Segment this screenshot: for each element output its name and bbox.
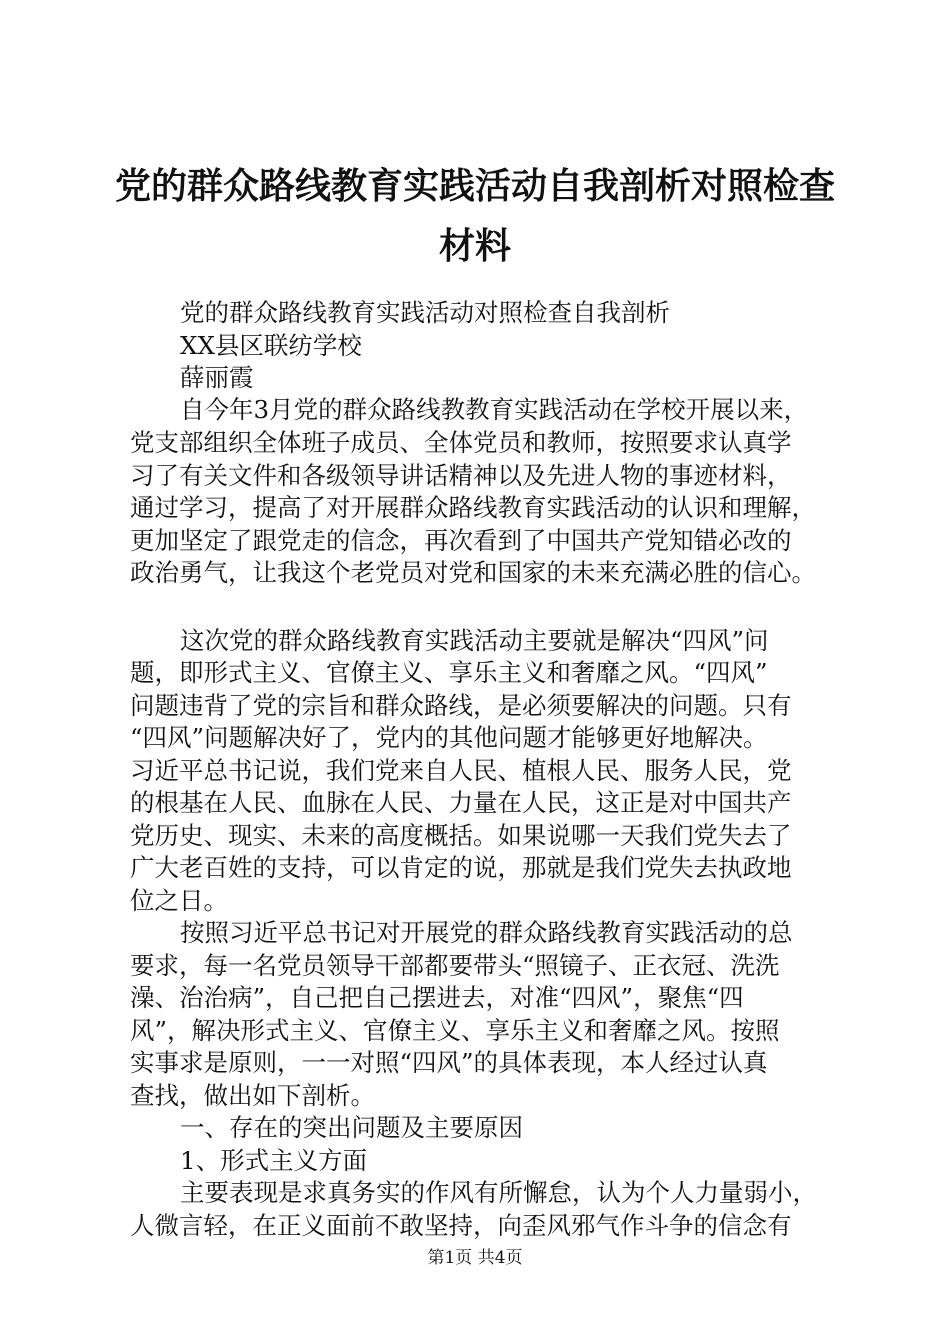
paragraph-line: 人微言轻，在正义面前不敢坚持，向歪风邪气作斗争的信念有 — [130, 1211, 792, 1240]
paragraph-line: 按照习近平总书记对开展党的群众路线教育实践活动的总 — [180, 918, 793, 947]
paragraph-line: 的根基在人民、血脉在人民、力量在人民，这正是对中国共产 — [130, 788, 792, 817]
paragraph-line: 广大老百姓的支持，可以肯定的说，那就是我们党失去执政地 — [130, 853, 792, 882]
subsection-heading: 1、形式主义方面 — [180, 1146, 368, 1175]
paragraph-line: 政治勇气，让我这个老党员对党和国家的未来充满必胜的信心。 — [130, 558, 816, 587]
paragraph-line: 党历史、现实、未来的高度概括。如果说哪一天我们党失去了 — [130, 821, 792, 850]
paragraph-line: 位之日。 — [130, 886, 228, 915]
paragraph-line: 查找，做出如下剖析。 — [130, 1081, 375, 1110]
paragraph-line: 澡、治治病”，自己把自己摆进去，对准“四风”，聚焦“四 — [130, 983, 744, 1012]
paragraph-line: 主要表现是求真务实的作风有所懈怠，认为个人力量弱小， — [180, 1178, 817, 1207]
paragraph-line: 风”，解决形式主义、官僚主义、享乐主义和奢靡之风。按照 — [130, 1016, 780, 1045]
paragraph-line: 习近平总书记说，我们党来自人民、植根人民、服务人民，党 — [130, 756, 792, 785]
paragraph-line: 实事求是原则，一一对照“四风”的具体表现，本人经过认真 — [130, 1048, 768, 1077]
document-title-line-1: 党的群众路线教育实践活动自我剖析对照检查 — [114, 165, 835, 207]
document-organization: XX县区联纺学校 — [180, 331, 362, 360]
paragraph-line: “四风”问题解决好了，党内的其他问题才能够更好地解决。 — [130, 723, 768, 752]
paragraph-line: 自今年3月党的群众路线教教育实践活动在学校开展以来， — [180, 395, 809, 424]
paragraph-line: 通过学习，提高了对开展群众路线教育实践活动的认识和理解， — [130, 493, 816, 522]
paragraph-line: 更加坚定了跟党走的信念，再次看到了中国共产党知错必改的 — [130, 526, 792, 555]
paragraph-line: 党支部组织全体班子成员、全体党员和教师，按照要求认真学 — [130, 428, 792, 457]
paragraph-line: 习了有关文件和各级领导讲话精神以及先进人物的事迹材料， — [130, 461, 792, 490]
paragraph-line: 要求，每一名党员领导干部都要带头“照镜子、正衣冠、洗洗 — [130, 951, 780, 980]
document-author: 薛丽霞 — [180, 363, 254, 392]
document-subtitle: 党的群众路线教育实践活动对照检查自我剖析 — [180, 298, 670, 327]
paragraph-line: 这次党的群众路线教育实践活动主要就是解决“四风”问 — [180, 626, 769, 655]
paragraph-line: 问题违背了党的宗旨和群众路线，是必须要解决的问题。只有 — [130, 691, 792, 720]
document-title-line-2: 材料 — [438, 225, 511, 267]
paragraph-line: 题，即形式主义、官僚主义、享乐主义和奢靡之风。“四风” — [130, 658, 768, 687]
section-heading: 一、存在的突出问题及主要原因 — [180, 1113, 523, 1142]
page-number-footer: 第1页 共4页 — [427, 1248, 523, 1268]
